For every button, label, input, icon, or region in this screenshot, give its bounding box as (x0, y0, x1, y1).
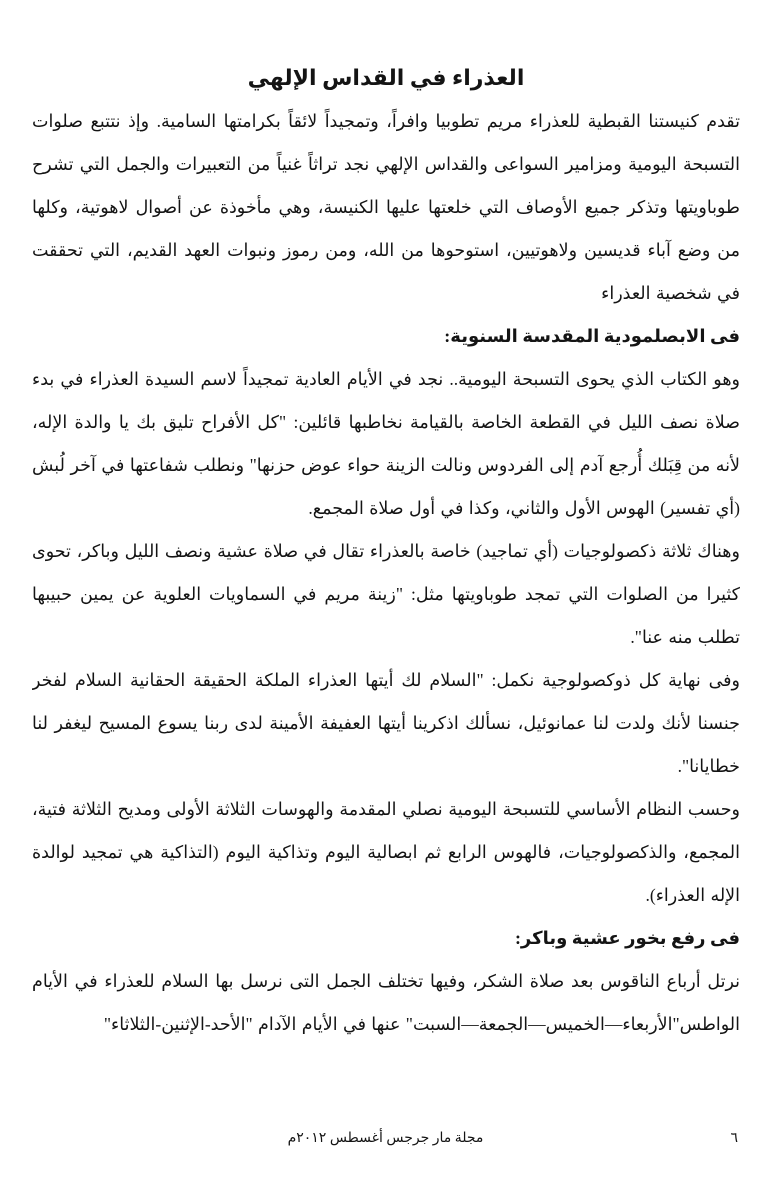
page-footer (0, 1124, 771, 1154)
paragraph-daily-praise-order: وحسب النظام الأساسي للتسبحة اليومية نصلي المقدمة والهوسات الثلاثة الأولى ومديح الثلاثة فتية، المجمع، والذكصولوجيات، فالهوس الرابع ثم ابصالية اليوم وتذاكية اليوم (التذاكية هي تمجيد لوالدة الإله العذراء). (32, 799, 740, 905)
paragraph-incense-verses: نرتل أرباع الناقوس بعد صلاة الشكر، وفيها تختلف الجمل التى نرسل بها السلام للعذراء في الأيام الواطس"الأربعاء—الخميس—الجمعة—السبت" عنها في الأيام الآدام "الأحد-الإثنين-الثلاثاء" (32, 971, 740, 1034)
paragraph-psalmody-book: وهو الكتاب الذي يحوى التسبحة اليومية.. نجد في الأيام العادية تمجيداً لاسم السيدة العذراء في بدء صلاة نصف الليل في القطعة الخاصة بالقيامة نخاطبها قائلين: "كل الأفراح تليق بك يا والدة الإله، لأنه من قِبَلك أُرجع آدم إلى الفردوس ونالت الزينة حواء عوض حزنها" ونطلب شفاعتها في آخر لُبش (أي تفسير) الهوس الأول والثاني، وكذا في أول صلاة المجمع. (32, 369, 740, 518)
paragraph-doxologies: وهناك ثلاثة ذكصولوجيات (أي تماجيد) خاصة بالعذراء تقال في صلاة عشية ونصف الليل وباكر، تحوى كثيرا من الصلوات التي تمجد طوباويتها مثل: "زينة مريم في السماويات العلوية عن يمين حبيبها تطلب منه عنا". (32, 541, 740, 647)
section-heading-incense-raising: فى رفع بخور عشية وباكر: (514, 928, 740, 948)
paragraph-doxology-ending: وفى نهاية كل ذوكصولوجية نكمل: "السلام لك أيتها العذراء الملكة الحقيقة الحقانية السلام لفخر جنسنا لأنك ولدت لنا عمانوئيل، نسألك اذكرينا أيتها العفيفة الأمينة لدى ربنا يسوع المسيح ليغفر لنا خطايانا". (32, 670, 740, 776)
footer-journal-name: مجلة مار جرجس أغسطس ٢٠١٢م (287, 1131, 484, 1146)
section-heading-annual-psalmody: فى الابصلمودية المقدسة السنوية: (444, 326, 740, 346)
page-title: العذراء في القداس الإلهي (247, 65, 525, 90)
paragraph-intro: تقدم كنيستنا القبطية للعذراء مريم تطوبيا وافراً، وتمجيداً لائقاً بكرامتها السامية. وإذ نتتبع صلوات التسبحة اليومية ومزامير السواعى والقداس الإلهي نجد تراثاً غنياً من التعبيرات والجمل التي تشرح طوباويتها وتذكر جميع الأوصاف التي خلعتها عليها الكنيسة، وهي مأخوذة عن أصوال لاهوتية، وكلها من وضع آباء قديسين ولاهوتيين، استوحوها من الله، ومن رموز ونبوات العهد القديم، التي تحققت في شخصية العذراء (32, 111, 740, 303)
footer-page-number: ٦ (730, 1131, 738, 1146)
document-content (32, 56, 740, 1104)
